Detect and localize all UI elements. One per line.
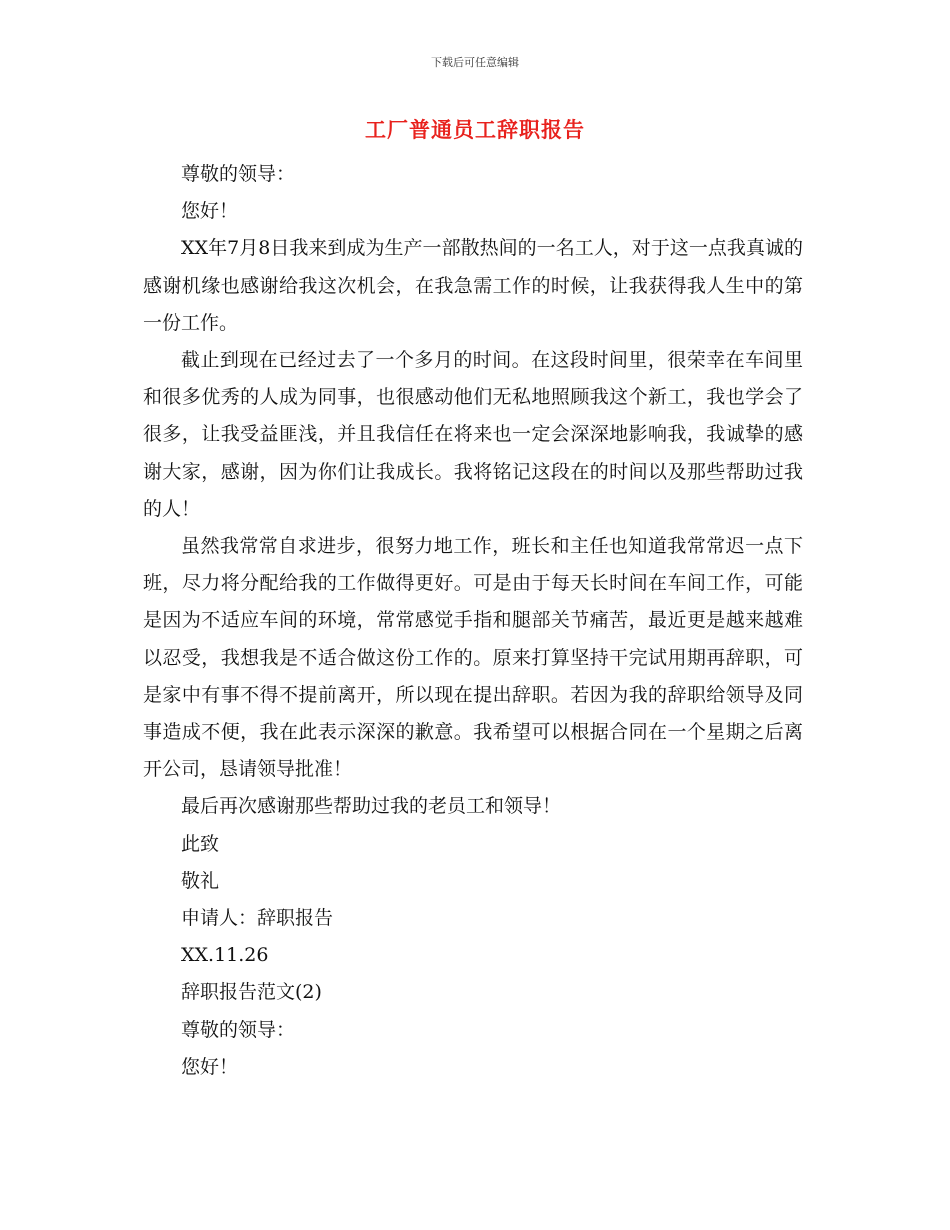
date-line: XX.11.26 [181, 944, 269, 967]
salutation: 尊敬的领导： [181, 163, 296, 185]
document-title: 工厂普通员工辞职报告 [365, 118, 585, 142]
applicant-line: 申请人：辞职报告 [181, 907, 334, 930]
closing-jingli: 敬礼 [181, 869, 220, 892]
page-header: 下载后可任意编辑 [431, 56, 519, 69]
next-section-title: 辞职报告范文(2) [181, 981, 322, 1004]
next-greeting: 您好！ [181, 1055, 239, 1078]
closing-cizhi: 此致 [181, 832, 220, 855]
next-salutation: 尊敬的领导： [181, 1018, 296, 1041]
paragraph-3: 虽然我常常自求进步，很努力地工作，班长和主任也知道我常常迟一点下班，尽力将分配给我的工作做得更好。可是由于每天长时间在车间工作，可能是因为不适应车间的环境，常常感觉手指和腿部关节痛苦，最近更是越来越难以忍受，我想我是不适合做这份工作的。原来打算坚持干完试用期再辞职，可是家中有事不得不提前离开，所以现在提出辞职。若因为我的辞职给领导及同事造成不便，我在此表示深深的歉意。我希望可以根据合同在一个星期之后离开公司，恳请领导批准！ [143, 535, 803, 781]
greeting: 您好！ [181, 200, 239, 223]
paragraph-1: XX年7月8日我来到成为生产一部散热间的一名工人，对于这一点我真诚的感谢机缘也感谢给我这次机会，在我急需工作的时候，让我获得我人生中的第一份工作。 [143, 237, 803, 334]
paragraph-2: 截止到现在已经过去了一个多月的时间。在这段时间里，很荣幸在车间里和很多优秀的人成为同事，也很感动他们无私地照顾我这个新工，我也学会了很多，让我受益匪浅，并且我信任在将来也一定会深深地影响我，我诚挚的感谢大家，感谢，因为你们让我成长。我将铭记这段在的时间以及那些帮助过我的人！ [143, 349, 803, 520]
closing-thanks: 最后再次感谢那些帮助过我的老员工和领导！ [181, 795, 562, 818]
document-body [143, 156, 803, 1086]
